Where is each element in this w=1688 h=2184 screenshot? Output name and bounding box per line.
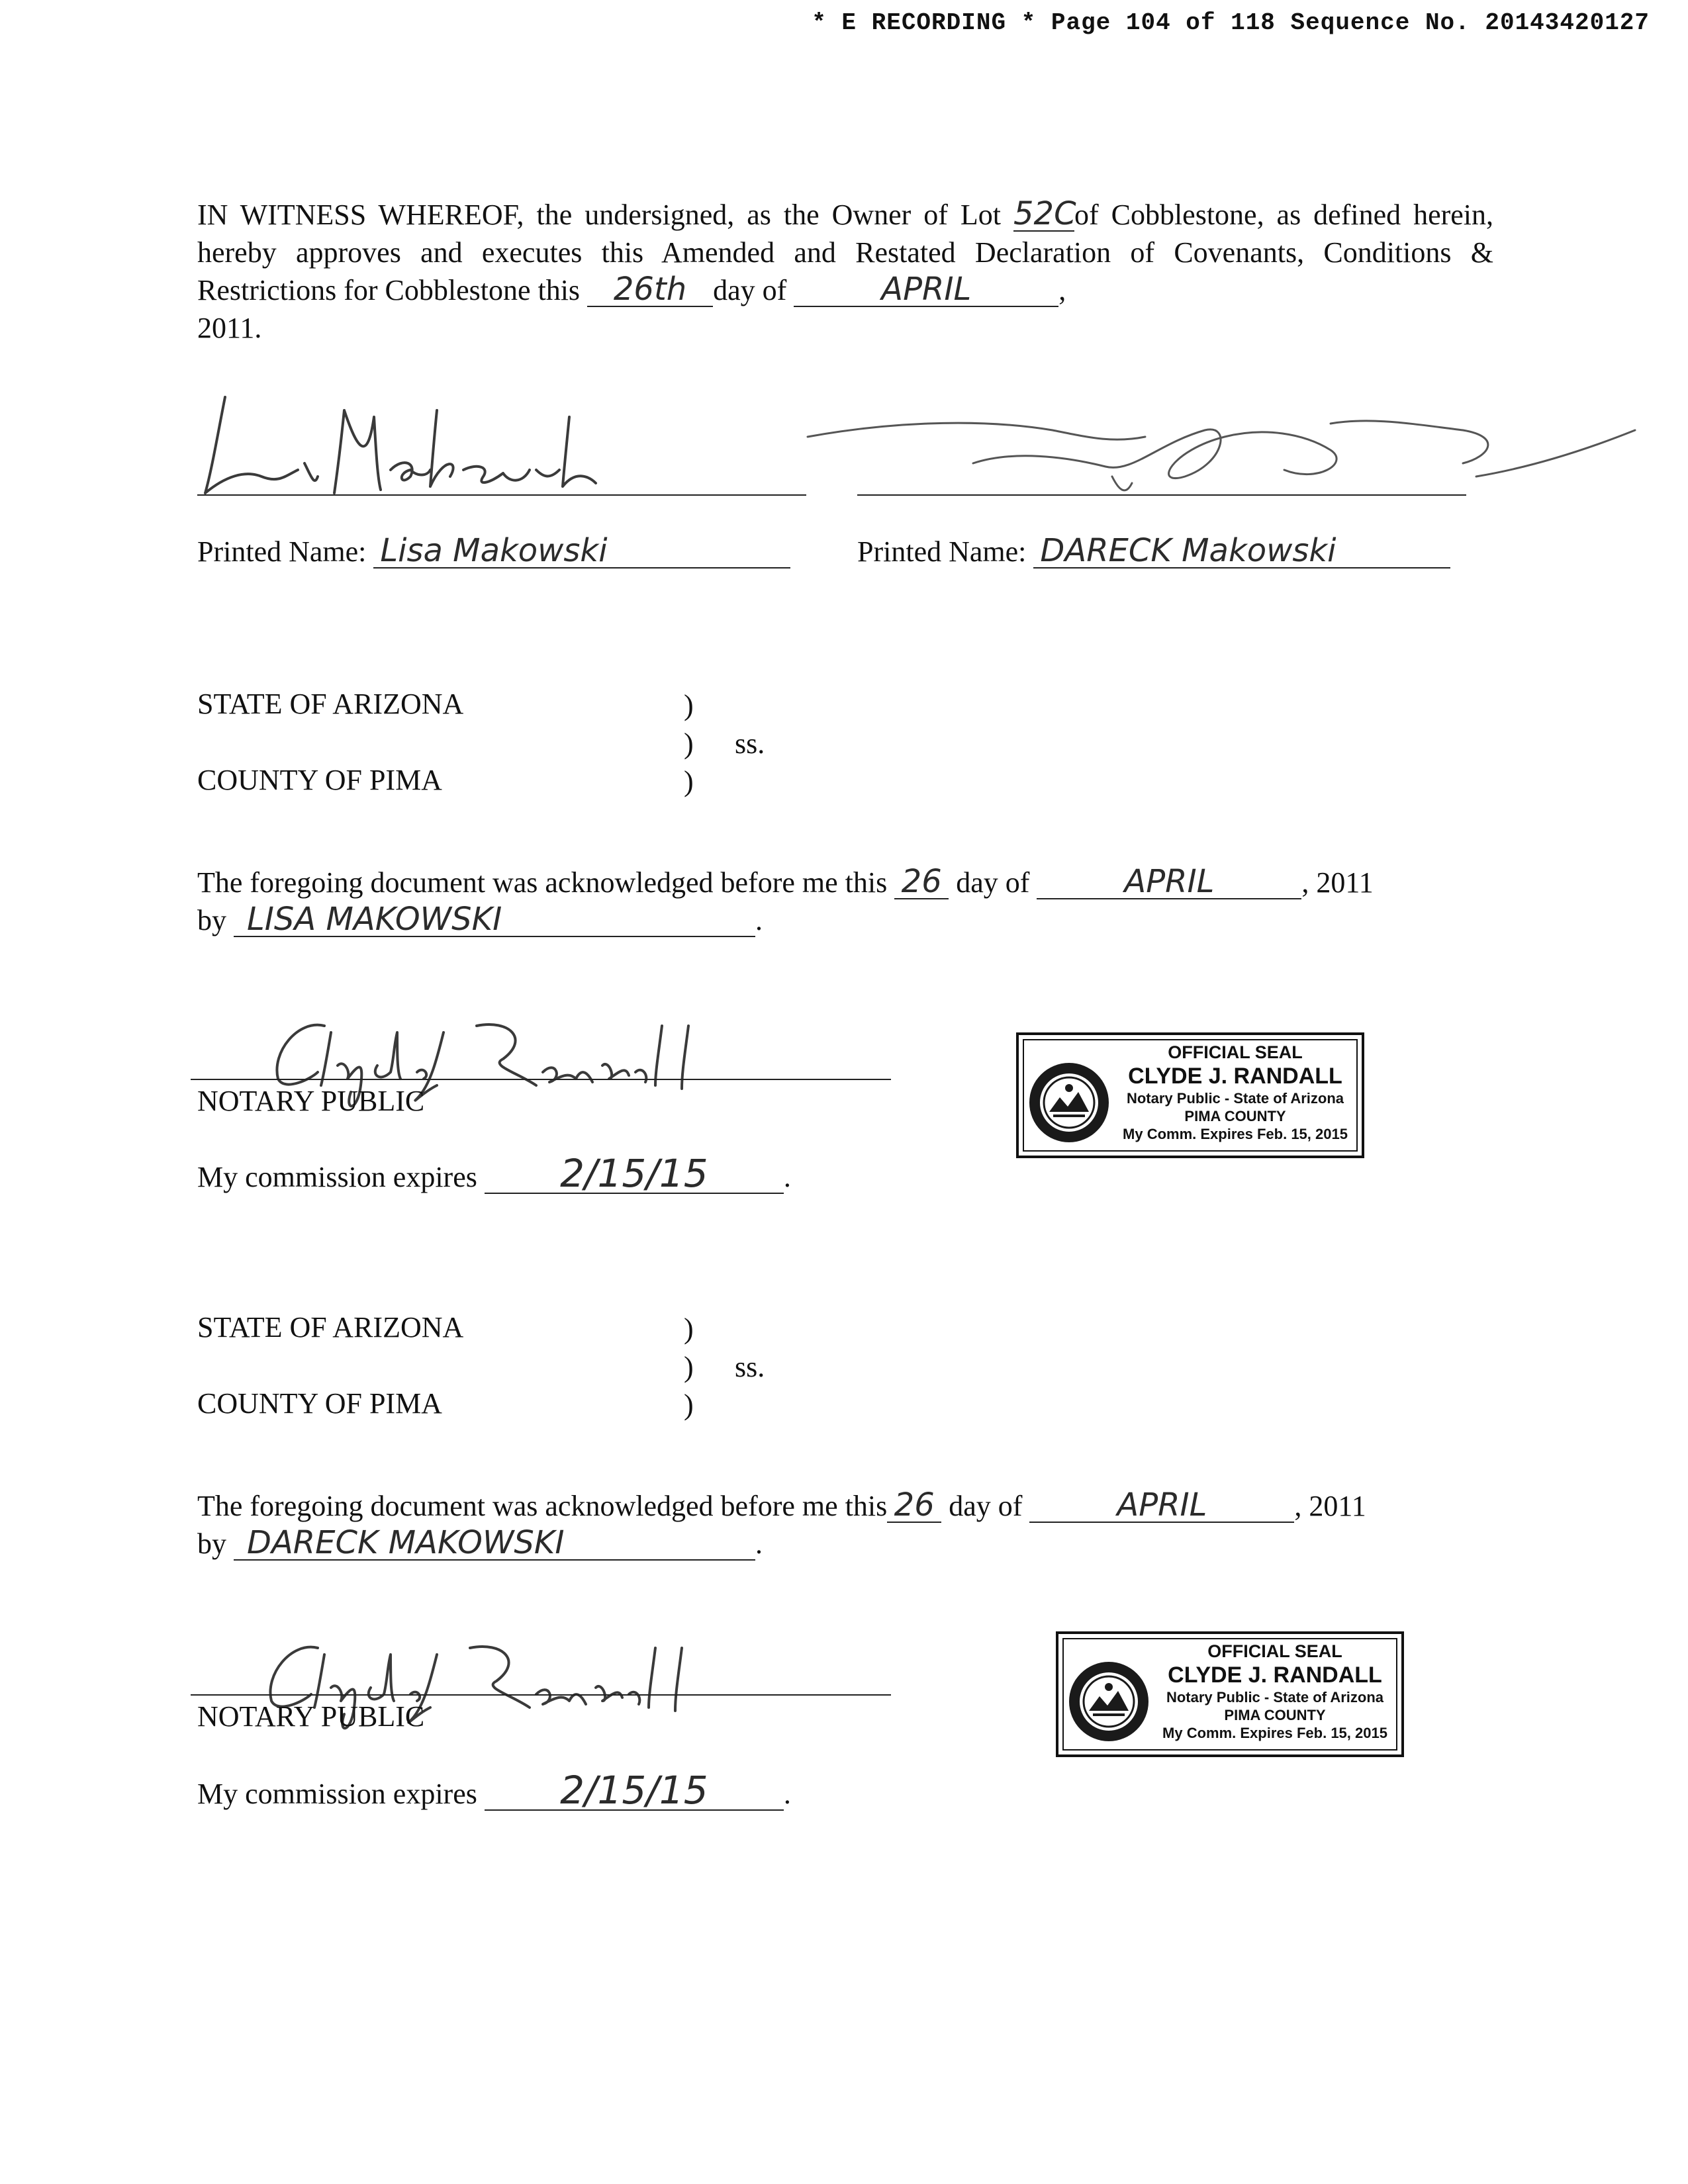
state-seal-emblem-icon [1066, 1659, 1151, 1744]
venue-ss-2: ss. [735, 1351, 765, 1383]
venue-county-1: COUNTY OF PIMA [197, 764, 442, 796]
ack-2-by-end: . [755, 1527, 763, 1560]
venue-ss-1: ss. [735, 727, 765, 760]
seal-1-notary-name: CLYDE J. RANDALL [1128, 1064, 1342, 1089]
notary-1-signature-line [191, 1077, 891, 1080]
owner-2-signature-line [857, 493, 1466, 496]
seal-2-county: PIMA COUNTY [1224, 1707, 1326, 1723]
seal-1-expiry: My Comm. Expires Feb. 15, 2015 [1123, 1126, 1348, 1142]
ack-1-text-a: The foregoing document was acknowledged before me this [197, 866, 895, 899]
ack-1-month-field [1037, 863, 1301, 900]
venue-paren-1a: ) [684, 689, 694, 721]
lot-field [1013, 195, 1076, 232]
seal-1-title: OFFICIAL SEAL [1168, 1042, 1303, 1062]
witness-text-4: , [1058, 274, 1066, 306]
seal-1-role: Notary Public - State of Arizona [1126, 1090, 1344, 1107]
venue-paren-1b: ) [684, 727, 694, 760]
recording-header: * E RECORDING * Page 104 of 118 Sequence No. 20143420127 [812, 9, 1650, 36]
ack-1-by-value: LISA MAKOWSKI [247, 901, 502, 938]
printed-name-right-label: Printed Name: [857, 535, 1027, 568]
printed-name-right-value: DARECK Makowski [1040, 532, 1336, 569]
witness-text-2: of Cobblestone, as defined herein, hereby approves and executes this Amended and Restated Declaration of Covenants, Conditions & Restrictions for Cobblestone this [197, 199, 1494, 306]
witness-paragraph [197, 196, 1493, 347]
day-value: 26th [613, 271, 687, 308]
ack-2-month-field [1029, 1486, 1294, 1524]
seal-2-expiry: My Comm. Expires Feb. 15, 2015 [1162, 1725, 1387, 1741]
ack-1-by-label: by [197, 904, 226, 936]
commission-1-value: 2/15/15 [560, 1151, 708, 1196]
owner-2-signature [801, 390, 1662, 503]
owner-1-signature [199, 377, 609, 503]
venue-state-2: STATE OF ARIZONA [197, 1311, 464, 1343]
commission-1-field [485, 1151, 784, 1196]
ack-1-text-c: , 2011 [1301, 866, 1374, 899]
ack-1-by-field [234, 901, 755, 938]
ack-1-day-field [894, 863, 949, 900]
notary-2-label: NOTARY PUBLIC [197, 1700, 425, 1733]
commission-2-field [485, 1768, 784, 1813]
ack-1-by-line [197, 903, 763, 937]
printed-name-left-value: Lisa Makowski [380, 532, 608, 569]
venue-county-2: COUNTY OF PIMA [197, 1387, 442, 1420]
venue-paren-2a: ) [684, 1312, 694, 1345]
commission-2 [197, 1768, 791, 1813]
acknowledgment-2 [197, 1486, 1366, 1524]
seal-2-text [1158, 1641, 1392, 1743]
venue-paren-1c: ) [684, 765, 694, 797]
ack-2-by-field [234, 1524, 755, 1561]
seal-2-role: Notary Public - State of Arizona [1166, 1689, 1383, 1706]
day-field [587, 271, 713, 308]
printed-name-left-field [373, 532, 790, 569]
printed-name-right [857, 532, 1450, 569]
commission-1 [197, 1151, 791, 1196]
ack-2-text-c: , 2011 [1294, 1490, 1366, 1522]
owner-1-signature-line [197, 493, 806, 496]
notary-2-signature-line [191, 1693, 891, 1696]
month-field [794, 271, 1058, 308]
venue-state-1: STATE OF ARIZONA [197, 688, 464, 720]
ack-2-text-b: day of [949, 1490, 1023, 1522]
printed-name-left [197, 532, 790, 569]
ack-2-by-line [197, 1524, 763, 1561]
seal-2-notary-name: CLYDE J. RANDALL [1168, 1662, 1382, 1688]
ack-2-month-value: APRIL [1117, 1486, 1207, 1524]
seal-1-text [1118, 1042, 1352, 1144]
lot-value: 52C [1013, 195, 1076, 232]
witness-year: 2011. [197, 312, 262, 344]
seal-1-county: PIMA COUNTY [1184, 1108, 1286, 1124]
notary-1-label: NOTARY PUBLIC [197, 1085, 425, 1117]
ack-1-by-end: . [755, 904, 763, 936]
printed-name-right-field [1033, 532, 1450, 569]
printed-name-left-label: Printed Name: [197, 535, 367, 568]
commission-2-end: . [783, 1778, 791, 1810]
commission-2-label: My commission expires [197, 1778, 477, 1810]
acknowledgment-1 [197, 863, 1374, 900]
state-seal-emblem-icon [1027, 1060, 1111, 1145]
ack-2-day-field [887, 1486, 941, 1524]
ack-1-month-value: APRIL [1124, 863, 1215, 900]
venue-paren-2b: ) [684, 1351, 694, 1383]
witness-text-3: day of [713, 274, 794, 306]
witness-text-1: IN WITNESS WHEREOF, the undersigned, as the Owner of Lot [197, 199, 1013, 231]
ack-2-by-value: DARECK MAKOWSKI [247, 1524, 565, 1561]
venue-paren-2c: ) [684, 1388, 694, 1421]
commission-1-end: . [783, 1161, 791, 1193]
ack-1-day-value: 26 [901, 863, 942, 900]
month-value: APRIL [881, 271, 972, 308]
seal-2-title: OFFICIAL SEAL [1207, 1641, 1342, 1661]
ack-2-text-a: The foregoing document was acknowledged before me this [197, 1490, 888, 1522]
commission-1-label: My commission expires [197, 1161, 477, 1193]
ack-2-day-value: 26 [894, 1486, 935, 1524]
notary-seal-2 [1056, 1631, 1404, 1757]
ack-2-by-label: by [197, 1527, 226, 1560]
notary-seal-1 [1016, 1032, 1364, 1158]
commission-2-value: 2/15/15 [560, 1768, 708, 1813]
ack-1-text-b: day of [956, 866, 1030, 899]
